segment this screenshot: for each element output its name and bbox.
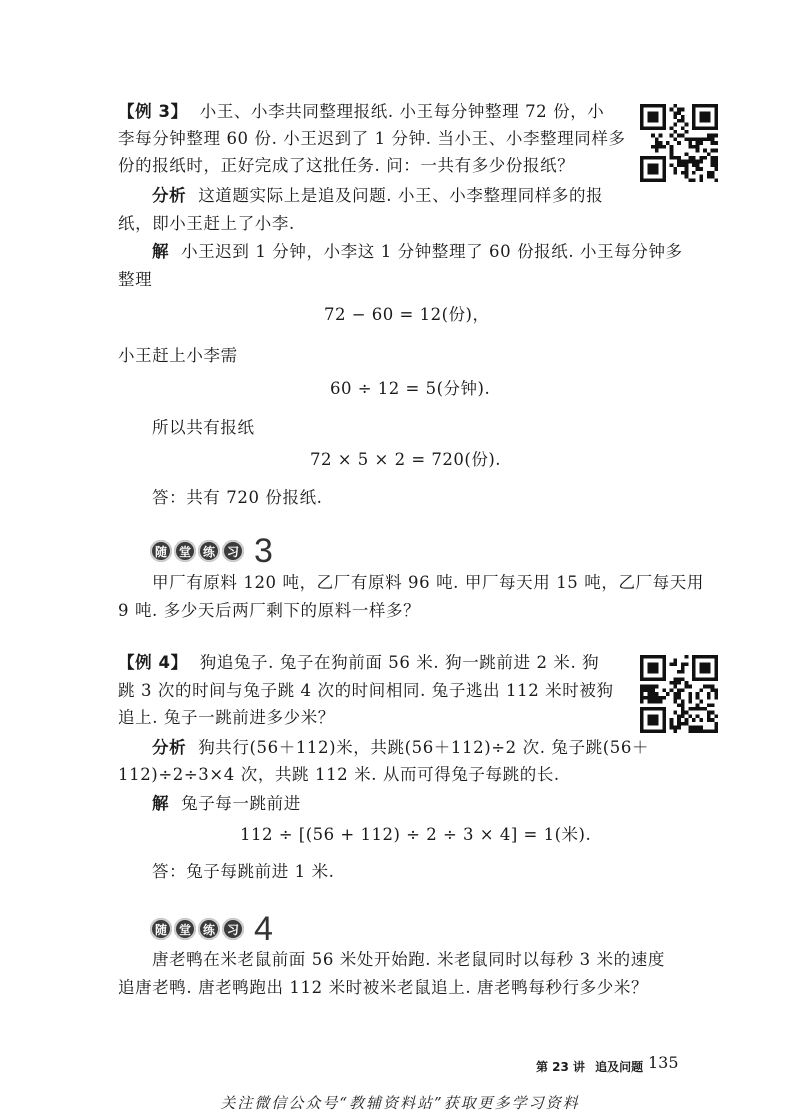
example-3-analysis-line-1 (152, 184, 672, 208)
practice-char-2: 堂 (174, 540, 196, 562)
analysis-label: 分析 (152, 186, 187, 205)
example-3-solution-line-2: 整理 (118, 270, 153, 289)
example-4-question-text: 狗追兔子. 兔子在狗前面 56 米. 狗一跳前进 2 米. 狗 (199, 653, 600, 672)
example-4-analysis-line-1 (152, 736, 672, 760)
example-3-question-line-3: 份的报纸时，正好完成了这批任务. 问：一共有多少份报纸？ (118, 156, 575, 175)
practice-char-1: 随 (150, 540, 172, 562)
practice-char-2: 堂 (174, 918, 196, 940)
page-number: 135 (648, 1053, 679, 1072)
example-4-solution-line-1 (152, 792, 672, 816)
practice-4-line-1: 唐老鸭在米老鼠前面 56 米处开始跑. 米老鼠同时以每秒 3 米的速度 (152, 950, 665, 969)
practice-char-3: 练 (198, 540, 220, 562)
example-4-question-line-3: 追上. 兔子一跳前进多少米？ (118, 708, 335, 727)
example-3-question-line-1 (118, 100, 638, 124)
example-3-answer: 答：共有 720 份报纸. (152, 488, 323, 507)
solution-label: 解 (152, 794, 170, 813)
practice-char-4: 习 (222, 918, 244, 940)
practice-3-line-1: 甲厂有原料 120 吨，乙厂有原料 96 吨. 甲厂每天用 15 吨，乙厂每天用 (152, 573, 704, 592)
text-catch-up: 小王赶上小李需 (118, 346, 238, 365)
practice-number: 3 (254, 532, 273, 570)
example-3-analysis-line-2: 纸，即小王赶上了小李. (118, 214, 295, 233)
equation-1: 72 − 60 = 12(份)， (324, 305, 490, 324)
analysis-text: 狗共行(56＋112)米，共跳(56＋112)÷2 次. 兔子跳(56＋ (198, 738, 650, 757)
watermark-text: 关注微信公众号“教辅资料站”获取更多学习资料 (220, 1094, 580, 1112)
example-4-label: 【例 4】 (118, 653, 188, 672)
practice-4-line-2: 追唐老鸭. 唐老鸭跑出 112 米时被米老鼠追上. 唐老鸭每秒行多少米？ (118, 978, 649, 997)
footer-topic: 追及问题 (595, 1060, 644, 1074)
example-3-solution-line-1 (152, 240, 727, 264)
equation-4: 112 ÷ [(56 + 112) ÷ 2 ÷ 3 × 4] = 1(米). (240, 825, 592, 844)
example-3-label: 【例 3】 (118, 102, 188, 121)
qr-code-icon[interactable] (640, 655, 718, 733)
example-4-question-line-1 (118, 651, 638, 675)
practice-char-3: 练 (198, 918, 220, 940)
analysis-text: 这道题实际上是追及问题. 小王、小李整理同样多的报 (198, 186, 604, 205)
practice-4-heading (150, 911, 273, 947)
practice-3-heading (150, 533, 273, 569)
footer-lecture: 第 23 讲 (536, 1060, 586, 1074)
qr-code-icon[interactable] (640, 104, 718, 182)
practice-char-4: 习 (222, 540, 244, 562)
example-3-question-text: 小王、小李共同整理报纸. 小王每分钟整理 72 份，小 (199, 102, 605, 121)
footer-chapter (536, 1058, 653, 1075)
practice-char-1: 随 (150, 918, 172, 940)
solution-text: 兔子每一跳前进 (181, 794, 301, 813)
example-4-question-line-2: 跳 3 次的时间与兔子跳 4 次的时间相同. 兔子逃出 112 米时被狗 (118, 681, 614, 700)
practice-3-line-2: 9 吨. 多少天后两厂剩下的原料一样多？ (118, 601, 421, 620)
example-4-analysis-line-2: 112)÷2÷3×4 次，共跳 112 米. 从而可得兔子每跳的长. (118, 765, 560, 784)
solution-text: 小王迟到 1 分钟，小李这 1 分钟整理了 60 份报纸. 小王每分钟多 (181, 242, 683, 261)
equation-3: 72 × 5 × 2 = 720(份). (310, 450, 502, 469)
text-total: 所以共有报纸 (152, 418, 255, 437)
solution-label: 解 (152, 242, 170, 261)
example-4-answer: 答：兔子每跳前进 1 米. (152, 862, 335, 881)
practice-number: 4 (254, 910, 273, 948)
analysis-label: 分析 (152, 738, 187, 757)
example-3-question-line-2: 李每分钟整理 60 份. 小王迟到了 1 分钟. 当小王、小李整理同样多 (118, 129, 626, 148)
equation-2: 60 ÷ 12 = 5(分钟). (330, 379, 491, 398)
